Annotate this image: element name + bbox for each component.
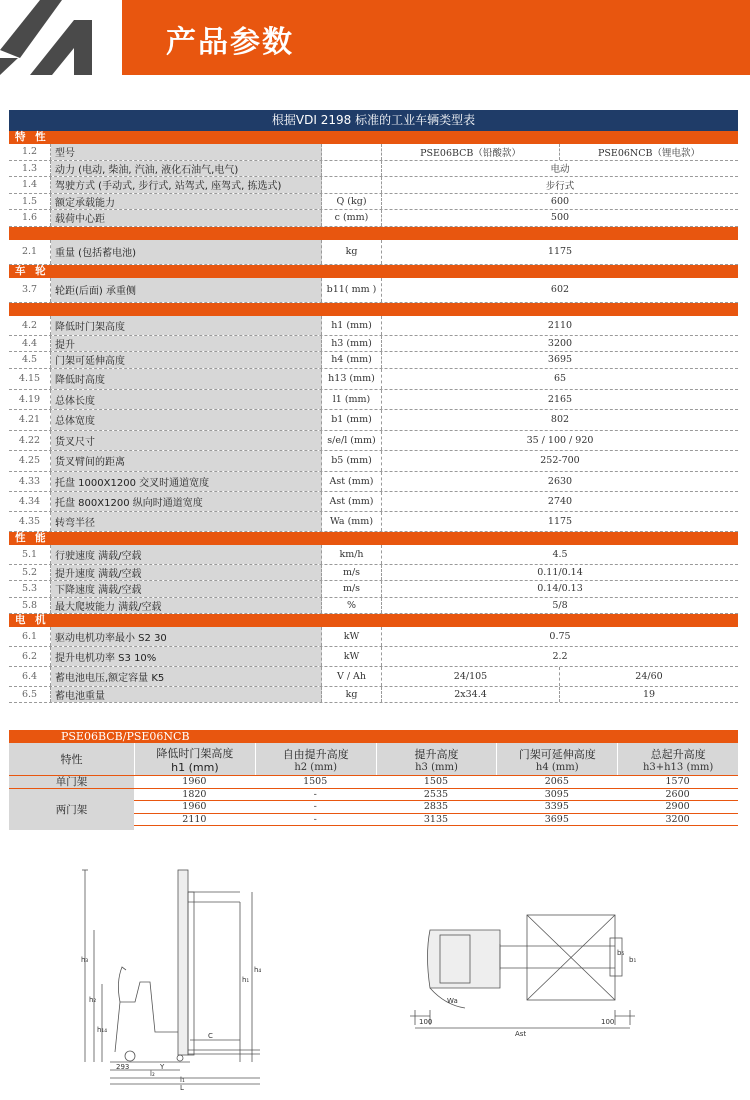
table-row-group: 两门架 1820 - 2535 3095 2600 1960 - 2835 3395 2900 2110 - 3135 3695 3200: [9, 789, 738, 830]
section-performance: 性 能: [9, 532, 738, 545]
spec-table: [9, 110, 738, 703]
section-motor: 电 机: [9, 614, 738, 627]
dim-label: 100: [601, 1018, 615, 1026]
column-header: 自由提升高度 h2 (mm): [255, 743, 376, 775]
dim-label: Ast: [515, 1030, 527, 1038]
table-row: 4.35 转弯半径 Wa (mm) 1175: [9, 512, 738, 532]
table-row: 单门架 1960 1505 1505 2065 1570: [9, 776, 738, 789]
spec-table-title: 根据VDI 2198 标准的工业车辆类型表: [9, 110, 738, 131]
dim-label: b₅: [617, 949, 625, 957]
table-row: 1960 - 2835 3395 2900: [134, 801, 738, 814]
table-row: 5.3 下降速度 满载/空载 m/s 0.14/0.13: [9, 581, 738, 598]
dim-label: h₁₄: [97, 1026, 108, 1034]
column-header: 特性: [9, 743, 134, 775]
table-row: 1.4 驾驶方式 (手动式, 步行式, 站驾式, 座驾式, 拣选式) 步行式: [9, 177, 738, 194]
table-row: 4.33 托盘 1000X1200 交叉时通道宽度 Ast (mm) 2630: [9, 472, 738, 492]
table-row: 1.3 动力 (电动, 柴油, 汽油, 液化石油气,电气) 电动: [9, 161, 738, 178]
table-row: 5.8 最大爬坡能力 满载/空载 % 5/8: [9, 598, 738, 615]
side-view-drawing: [80, 862, 280, 1092]
table-row: 4.25 货叉臂间的距离 b5 (mm) 252-700: [9, 451, 738, 472]
dim-label: h₂: [89, 996, 97, 1004]
table-row: 1.5 额定承载能力 Q (kg) 600: [9, 194, 738, 211]
table-row: 6.2 提升电机功率 S3 10% kW 2.2: [9, 647, 738, 667]
table-row: 1.6 载荷中心距 c (mm) 500: [9, 210, 738, 227]
table-row: 4.15 降低时高度 h13 (mm) 65: [9, 369, 738, 390]
table-row: 4.5 门架可延伸高度 h4 (mm) 3695: [9, 352, 738, 369]
section-characteristics: 特 性: [9, 131, 738, 144]
dim-label: h₄: [254, 966, 262, 974]
table-row: 4.19 总体长度 l1 (mm) 2165: [9, 390, 738, 410]
table-row: 4.21 总体宽度 b1 (mm) 802: [9, 410, 738, 431]
dim-label: 293: [116, 1063, 130, 1071]
mast-table-title: PSE06BCB/PSE06NCB: [9, 730, 738, 743]
mast-table: [9, 730, 738, 830]
dim-label: Wa: [447, 997, 458, 1005]
table-row: 4.34 托盘 800X1200 纵向时通道宽度 Ast (mm) 2740: [9, 492, 738, 512]
dim-label: C: [208, 1032, 213, 1040]
column-header: 提升高度 h3 (mm): [376, 743, 497, 775]
table-row: 3.7 轮距(后面) 承重侧 b11( mm ) 602: [9, 278, 738, 303]
table-row: 6.1 驱动电机功率最小 S2 30 kW 0.75: [9, 627, 738, 647]
dim-label: L: [180, 1084, 184, 1092]
table-row: 4.2 降低时门架高度 h1 (mm) 2110: [9, 316, 738, 336]
dim-label: 100: [419, 1018, 433, 1026]
table-row: 5.1 行驶速度 满载/空载 km/h 4.5: [9, 545, 738, 565]
top-view-drawing: [405, 910, 645, 1040]
table-row: 6.4 蓄电池电压,额定容量 K5 V / Ah 24/105 24/60: [9, 667, 738, 687]
dim-label: l₁: [180, 1076, 185, 1084]
section-divider: [9, 303, 738, 316]
dim-label: Y: [160, 1063, 165, 1071]
section-wheels: 车 轮: [9, 265, 738, 278]
table-row: 5.2 提升速度 满载/空载 m/s 0.11/0.14: [9, 565, 738, 582]
mast-table-header: [9, 743, 738, 776]
table-row: 1820 - 2535 3095 2600: [134, 789, 738, 802]
column-header: 总起升高度 h3+h13 (mm): [617, 743, 738, 775]
page-header: [0, 0, 750, 75]
dim-label: h₃: [81, 956, 89, 964]
column-header: 降低时门架高度 h1 (mm): [134, 743, 255, 775]
dim-label: h₁: [242, 976, 250, 984]
brand-logo: [0, 0, 122, 75]
table-row: 6.5 蓄电池重量 kg 2x34.4 19: [9, 687, 738, 703]
table-row: 1.2 型号 PSE06BCB（铅酸款） PSE06NCB（锂电款）: [9, 144, 738, 161]
table-row: 2110 - 3135 3695 3200: [134, 814, 738, 827]
table-row: 4.22 货叉尺寸 s/e/l (mm) 35 / 100 / 920: [9, 431, 738, 451]
table-row: 2.1 重量 (包括蓄电池) kg 1175: [9, 240, 738, 265]
column-header: 门架可延伸高度 h4 (mm): [496, 743, 617, 775]
section-divider: [9, 227, 738, 240]
dim-label: l₂: [150, 1070, 155, 1078]
table-row: 4.4 提升 h3 (mm) 3200: [9, 336, 738, 353]
dim-label: b₁: [629, 956, 637, 964]
page-title: 产品参数: [166, 25, 294, 60]
